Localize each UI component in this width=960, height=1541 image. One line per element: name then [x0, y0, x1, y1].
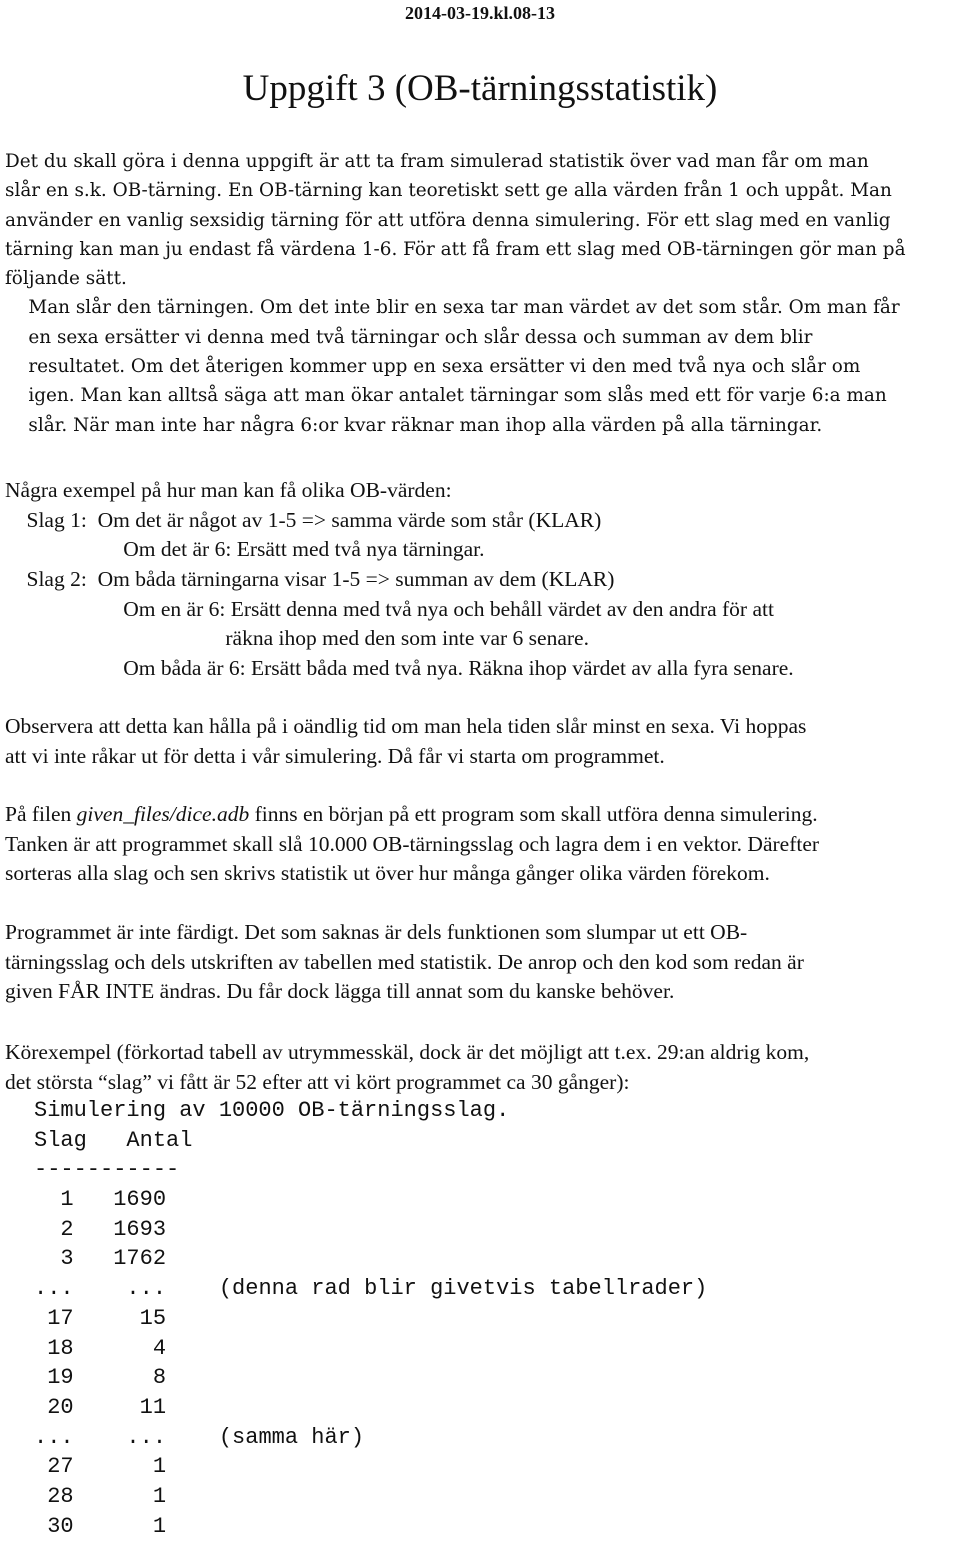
unfinished-line: Programmet är inte färdigt. Det som saknas är dels funktionen som slumpar ut ett OB-: [5, 920, 748, 944]
row-slag: 27: [47, 1454, 74, 1480]
examples-line: Om båda är 6: Ersätt båda med två nya. Räkna ihop värdet av alla fyra senare.: [5, 656, 794, 681]
output-row: [34, 1452, 707, 1482]
column-header-slag: Slag: [34, 1127, 87, 1153]
row-antal: 1762: [113, 1246, 167, 1272]
file-line: [5, 800, 960, 830]
examples-line: Om en är 6: Ersätt denna med två nya och behåll värdet av den andra för att: [5, 596, 774, 621]
row-slag: 3: [60, 1246, 74, 1272]
intro-paragraph: [5, 147, 960, 440]
unfinished-line: given FÅR INTE ändras. Du får dock lägga till annat som du kanske behöver.: [5, 979, 675, 1004]
row-antal: 4: [152, 1335, 167, 1361]
intro-line: igen. Man kan alltså säga att man ökar antalet tärningar som slås med ett för varje 6:a man: [5, 385, 887, 407]
examples-line: Slag 2: Om båda tärningarna visar 1-5 => summan av dem (KLAR): [5, 567, 615, 592]
intro-line: resultatet. Om det återigen kommer upp en sexa ersätter vi den med två nya och slår om: [5, 356, 861, 378]
header-date: 2014-03-19.kl.08-13: [405, 3, 555, 23]
row-antal: 11: [139, 1394, 167, 1420]
intro-line: slår. När man inte har några 6:or kvar räknar man ihop alla värden på alla tärningar.: [5, 414, 823, 436]
column-header-antal: Antal: [126, 1127, 193, 1153]
output-row: [34, 1482, 707, 1512]
output-row: [34, 1215, 707, 1245]
output-row: [34, 1363, 707, 1393]
row-slag: 1: [60, 1187, 74, 1213]
intro-line: tärning kan man ju endast få värdena 1-6. För att få fram ett slag med OB-tärningen gör man på: [5, 238, 906, 260]
output-row: [34, 1334, 707, 1364]
examples-section: [5, 476, 960, 684]
intro-line: Man slår den tärningen. Om det inte blir en sexa tar man värdet av det som står. Om man får: [5, 297, 900, 319]
output-row: [34, 1512, 707, 1541]
row-note: (samma här): [218, 1424, 365, 1450]
file-suffix: finns en början på ett program som skall utföra denna simulering.: [249, 802, 818, 826]
intro-line: Det du skall göra i denna uppgift är att ta fram simulerad statistik över vad man får om man: [5, 151, 869, 172]
row-slag: 18: [47, 1335, 74, 1361]
row-antal: 15: [139, 1305, 167, 1331]
output-row: [34, 1244, 707, 1274]
output-row: [34, 1423, 707, 1453]
row-slag: 17: [47, 1305, 74, 1331]
row-antal: 1: [152, 1483, 167, 1509]
row-slag: 20: [47, 1394, 74, 1420]
intro-line: en sexa ersätter vi denna med två tärningar och slår dessa och summan av dem blir: [5, 326, 813, 348]
examples-heading: Några exempel på hur man kan få olika OB-värden:: [5, 478, 452, 502]
row-slag: 19: [47, 1365, 74, 1391]
examples-line: räkna ihop med den som inte var 6 senare.: [5, 626, 589, 651]
unfinished-line: tärningsslag och dels utskriften av tabellen med statistik. De anrop och den kod som redan är: [5, 949, 804, 974]
file-paragraph: [5, 800, 960, 889]
output-column-headers: [34, 1126, 707, 1156]
row-slag: 30: [47, 1513, 74, 1539]
row-antal: ...: [126, 1276, 167, 1302]
row-slag: ...: [34, 1424, 74, 1450]
output-row: [34, 1304, 707, 1334]
intro-line: använder en vanlig sexsidig tärning för att utföra denna simulering. För ett slag med en vanlig: [5, 209, 891, 231]
unfinished-paragraph: [5, 918, 960, 1007]
run-example-line: Körexempel (förkortad tabell av utrymmesskäl, dock är det möjligt att t.ex. 29:an aldrig kom,: [5, 1040, 810, 1064]
examples-line: Slag 1: Om det är något av 1-5 => samma värde som står (KLAR): [5, 507, 602, 532]
file-line: Tanken är att programmet skall slå 10.000 OB-tärningsslag och lagra dem i en vektor. Därefter: [5, 831, 820, 856]
row-antal: 1: [152, 1513, 167, 1539]
row-slag: 28: [47, 1483, 74, 1509]
row-antal: 1693: [113, 1216, 167, 1242]
run-example-paragraph: [5, 1038, 960, 1097]
program-output: [34, 1096, 707, 1541]
file-prefix: På filen: [5, 802, 77, 826]
output-row: [34, 1274, 707, 1304]
output-row: [34, 1393, 707, 1423]
file-path: given_files/dice.adb: [76, 802, 250, 826]
row-note: (denna rad blir givetvis tabellrader): [218, 1276, 708, 1302]
observe-line: Observera att detta kan hålla på i oändlig tid om man hela tiden slår minst en sexa. Vi hoppas: [5, 714, 807, 738]
intro-line: följande sätt.: [5, 268, 127, 290]
row-slag: ...: [34, 1276, 74, 1302]
row-slag: 2: [60, 1216, 74, 1242]
observe-line: att vi inte råkar ut för detta i vår simulering. Då får vi starta om programmet.: [5, 743, 665, 768]
intro-line: slår en s.k. OB-tärning. En OB-tärning kan teoretiskt sett ge alla värden från 1 och uppåt. Man: [5, 180, 892, 202]
row-antal: 8: [152, 1365, 167, 1391]
row-antal: 1: [152, 1454, 167, 1480]
output-heading: Simulering av 10000 OB-tärningsslag.: [34, 1098, 510, 1123]
file-line: sorteras alla slag och sen skrivs statistik ut över hur många gånger olika värden förekom.: [5, 861, 770, 886]
observe-paragraph: [5, 712, 960, 771]
examples-line: Om det är 6: Ersätt med två nya tärningar.: [5, 537, 485, 562]
page-title: Uppgift 3 (OB-tärningsstatistik): [242, 68, 718, 109]
row-antal: ...: [126, 1424, 167, 1450]
row-antal: 1690: [113, 1187, 167, 1213]
output-separator: -----------: [34, 1157, 180, 1183]
run-example-line: det största “slag” vi fått är 52 efter att vi kört programmet ca 30 gånger):: [5, 1069, 630, 1094]
output-row: [34, 1185, 707, 1215]
output-rows: [34, 1185, 707, 1541]
